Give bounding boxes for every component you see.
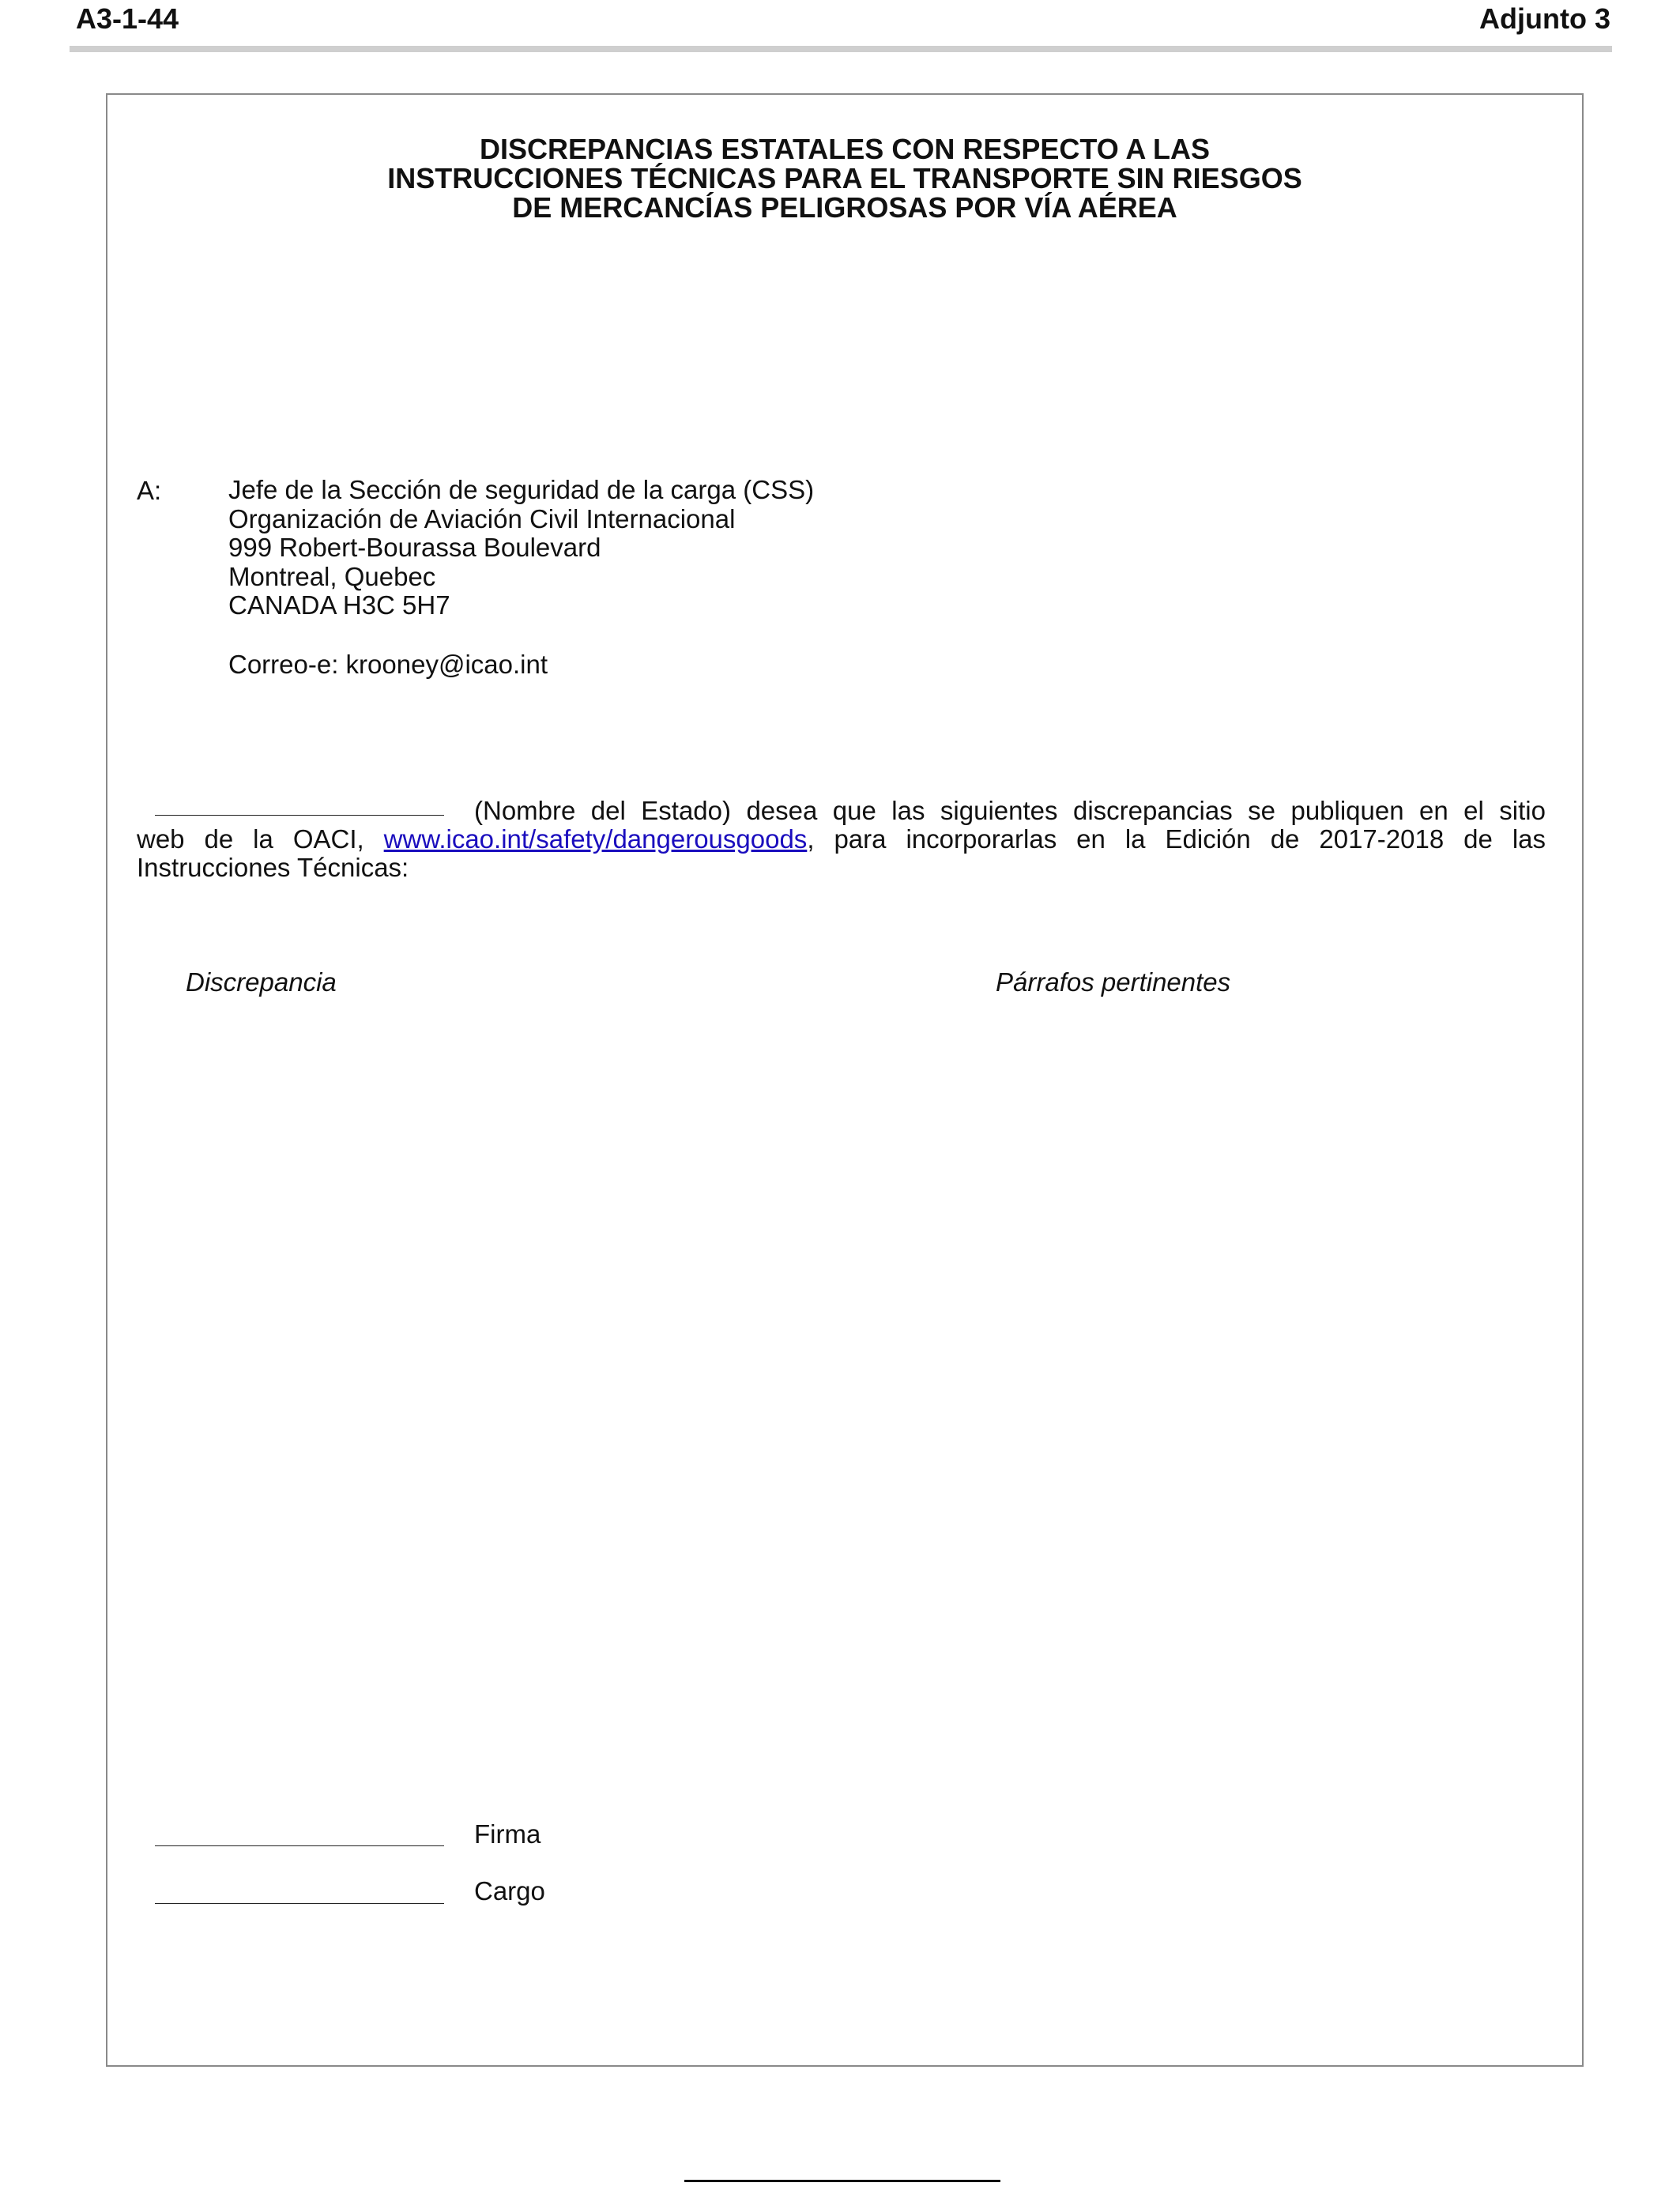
header-divider [70,46,1612,52]
recipient-label: A: [137,476,162,505]
title-line-3: DE MERCANCÍAS PELIGROSAS POR VÍA AÉREA [512,191,1177,224]
request-line-2-end: , para incorporarlas en la Edición de 2017-2018 de las [807,824,1546,854]
title-line-1: DISCREPANCIAS ESTATALES CON RESPECTO A LAS [479,133,1211,165]
address-line: Montreal, Quebec [228,561,436,591]
signature-blank[interactable] [155,1845,444,1846]
form-title [106,134,1584,222]
request-line-2 [137,825,1546,854]
discrepancy-column-header: Discrepancia [186,967,337,997]
address-line: Jefe de la Sección de seguridad de la carga (CSS) [228,475,815,504]
position-blank[interactable] [155,1903,444,1904]
form-frame [106,93,1584,2067]
recipient-email: Correo-e: krooney@icao.int [228,650,548,679]
title-line-2: INSTRUCCIONES TÉCNICAS PARA EL TRANSPORTE SIN RIESGOS [387,162,1302,194]
page-number: A3-1-44 [76,2,179,35]
request-line-3: Instrucciones Técnicas: [137,853,409,882]
request-line-2-start: web de la OACI, [137,824,384,854]
footer-divider [684,2180,1000,2182]
paragraphs-column-header: Párrafos pertinentes [996,967,1231,997]
dangerous-goods-link[interactable]: www.icao.int/safety/dangerousgoods [383,824,808,854]
address-line: 999 Robert-Bourassa Boulevard [228,533,601,562]
recipient-address [228,476,814,620]
address-line: Organización de Aviación Civil Internacional [228,503,736,533]
address-line: CANADA H3C 5H7 [228,590,450,620]
position-label: Cargo [474,1876,545,1906]
request-line-1: (Nombre del Estado) desea que las siguientes discrepancias se publiquen en el sitio [474,796,1546,825]
state-name-blank[interactable] [155,815,444,816]
signature-label: Firma [474,1819,541,1849]
attachment-label: Adjunto 3 [1479,2,1610,35]
